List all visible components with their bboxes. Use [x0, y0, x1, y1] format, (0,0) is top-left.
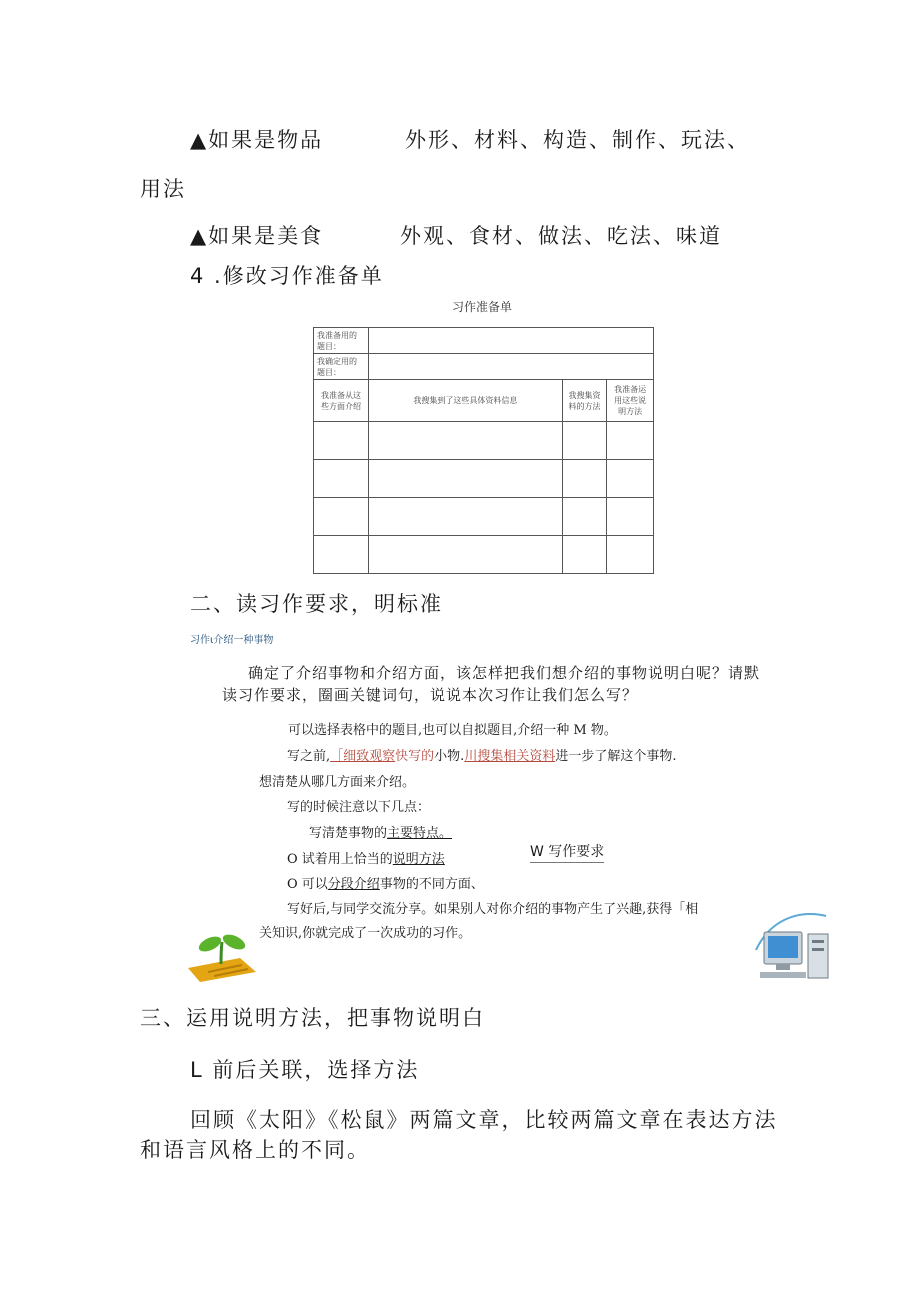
table-row: [314, 536, 654, 574]
section2-heading: 二、读习作要求，明标准: [190, 592, 443, 616]
prep-row2-input: [368, 354, 653, 380]
req-8-line2: 关知识,你就完成了一次成功的习作。: [259, 926, 472, 941]
prep-col-info: 我搜集到了这些具体资料信息: [368, 380, 562, 422]
prep-row2-label: 我确定用的题目：: [314, 354, 369, 380]
req-3: 想清楚从哪几方面来介绍。: [259, 775, 416, 790]
computer-icon: [752, 910, 832, 984]
table-row: [314, 460, 654, 498]
step4-heading: 4 .修改习作准备单: [190, 264, 384, 288]
section2-intro-line1: 确定了介绍事物和介绍方面，该怎样把我们想介绍的事物说明白呢？请默: [248, 664, 761, 682]
section3-subheading: L 前后关联，选择方法: [190, 1058, 420, 1082]
section3-heading: 三、运用说明方法，把事物说明白: [140, 1006, 485, 1030]
table-row: [314, 498, 654, 536]
item1-value: 外形、材料、构造、制作、玩法、: [405, 128, 750, 152]
prep-col-explain: 我准备运用这些说明方法: [607, 380, 654, 422]
section2-caption: 习作ι介绍一种事物: [190, 635, 274, 646]
prep-col-method: 我搜集资料的方法: [562, 380, 607, 422]
item1-continuation: 用法: [140, 177, 186, 201]
req-8-line1: 写好后,与同学交流分享。如果别人对你介绍的事物产生了兴趣,获得「相: [287, 902, 699, 917]
item2-label: ▲如果是美食: [190, 224, 324, 248]
section3-para-line2: 和语言风格上的不同。: [140, 1138, 370, 1162]
table-row: [314, 422, 654, 460]
section3-para-line1: 回顾《太阳》《松鼠》两篇文章，比较两篇文章在表达方法: [190, 1108, 778, 1132]
prep-row1-input: [368, 328, 653, 354]
item2-value: 外观、食材、做法、吃法、味道: [400, 224, 722, 248]
prep-row1-label: 我准备用的题目：: [314, 328, 369, 354]
prep-col-aspects: 我准备从这些方面介绍: [314, 380, 369, 422]
sprout-icon: [188, 930, 256, 982]
req-6: O 试着用上恰当的说明方法: [287, 852, 445, 867]
req-5: 写清楚事物的主要特点。: [309, 826, 453, 841]
section2-intro-line2: 读习作要求，圈画关键词句，说说本次习作让我们怎么写？: [222, 686, 639, 704]
req-4: 写的时候注意以下几点：: [287, 800, 431, 815]
prep-sheet-table: [313, 327, 654, 574]
req-2: 写之前,［细致观察快写的小物.川搜集相关资料进一步了解这个事物.: [287, 749, 677, 764]
prep-sheet-title: 习作准备单: [452, 300, 513, 314]
req-1: 可以选择表格中的题目,也可以自拟题目,介绍一种 M 物。: [288, 723, 617, 738]
writing-requirements-label: W 写作要求: [530, 841, 604, 863]
item1-label: ▲如果是物品: [190, 128, 324, 152]
req-7: O 可以分段介绍事物的不同方面、: [287, 877, 484, 892]
